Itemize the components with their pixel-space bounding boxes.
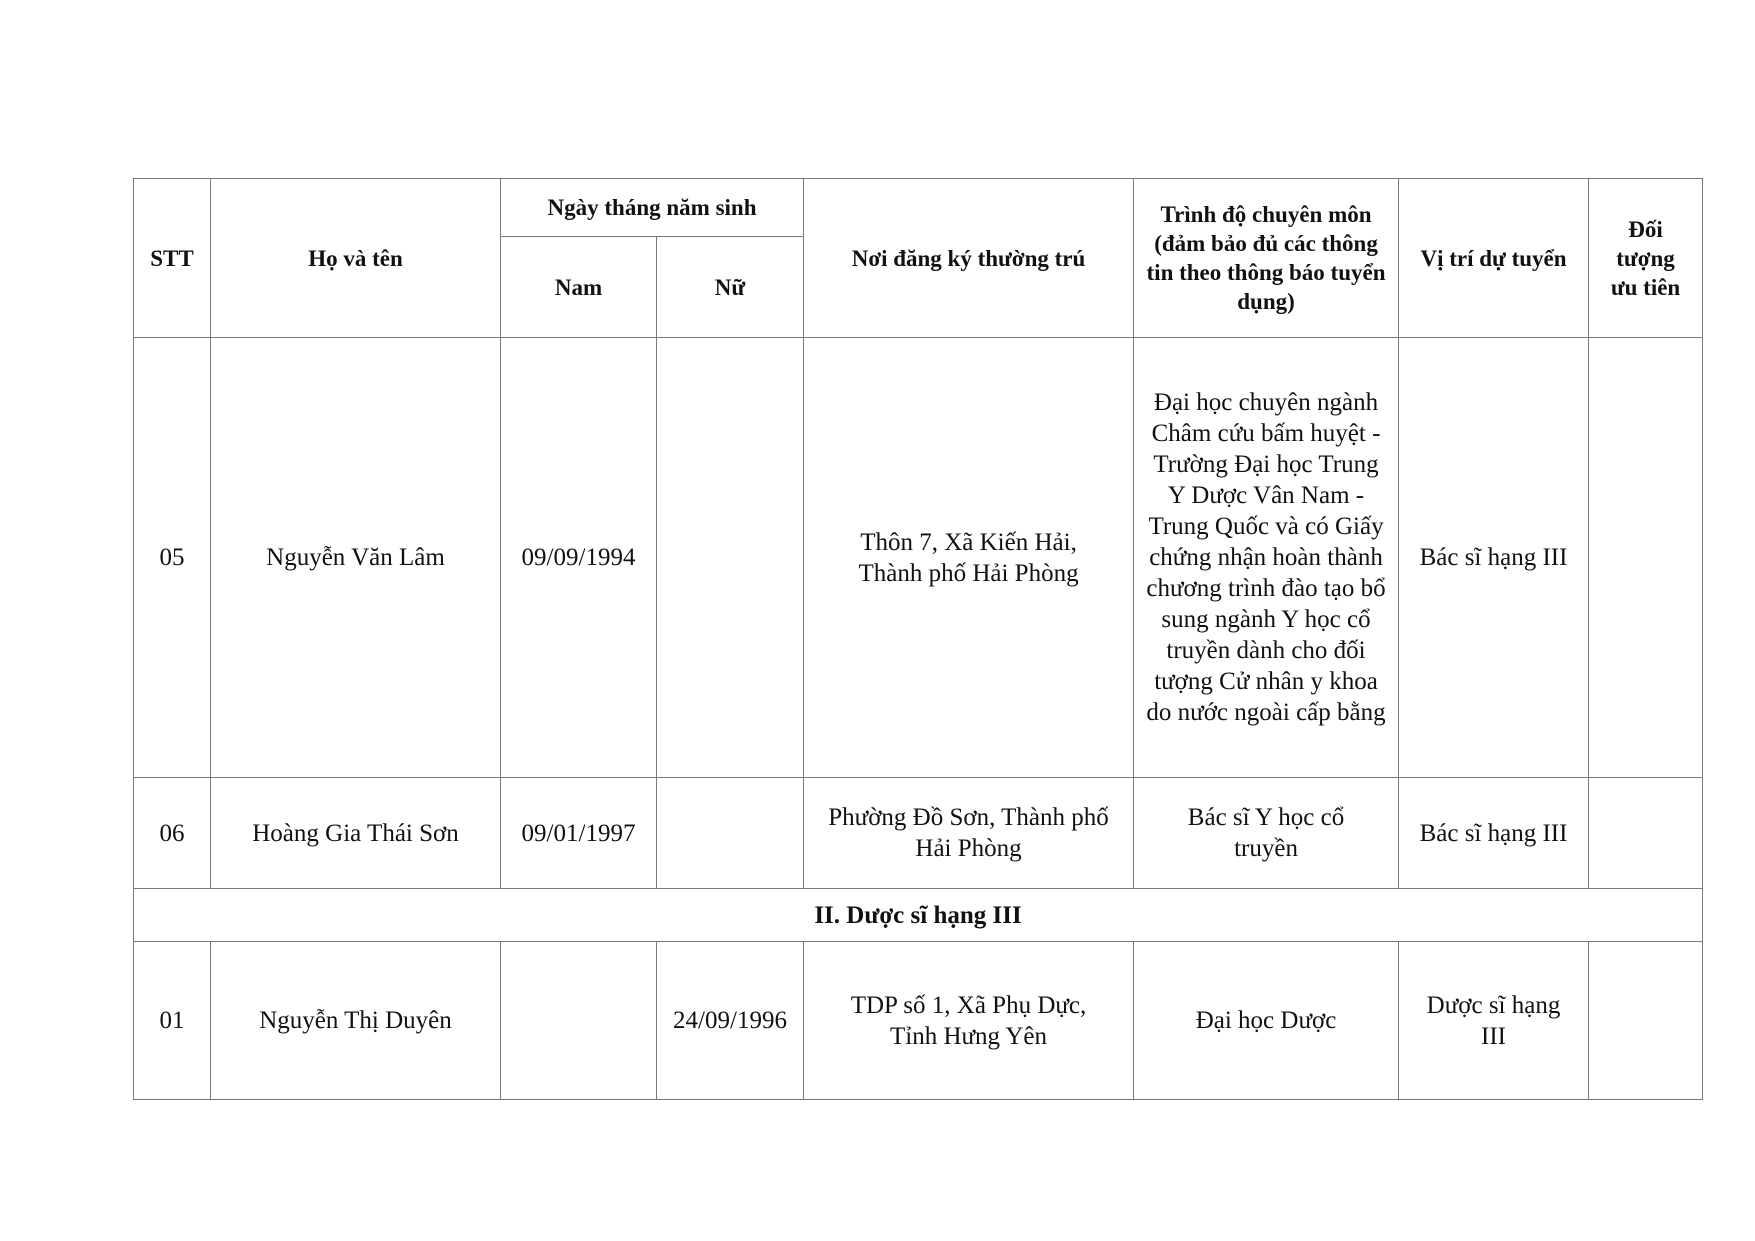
header-dob-group: Ngày tháng năm sinh: [501, 179, 804, 237]
row-priority: [1589, 778, 1703, 889]
row-qualification: Bác sĩ Y học cổ truyền: [1134, 778, 1399, 889]
row-dob-female: 24/09/1996: [657, 942, 804, 1100]
header-qualification: Trình độ chuyên môn (đảm bảo đủ các thông tin theo thông báo tuyển dụng): [1134, 179, 1399, 338]
row-position: Bác sĩ hạng III: [1399, 338, 1589, 778]
header-position: Vị trí dự tuyển: [1399, 179, 1589, 338]
header-priority: Đối tượng ưu tiên: [1589, 179, 1703, 338]
row-dob-male: [501, 942, 657, 1100]
row-dob-female: [657, 338, 804, 778]
table-row: [134, 942, 1703, 1100]
header-residence: Nơi đăng ký thường trú: [804, 179, 1134, 338]
row-residence: Thôn 7, Xã Kiến Hải, Thành phố Hải Phòng: [804, 338, 1134, 778]
header-dob-female: Nữ: [657, 237, 804, 338]
row-residence: TDP số 1, Xã Phụ Dực, Tỉnh Hưng Yên: [804, 942, 1134, 1100]
header-row-top: [134, 179, 1703, 237]
row-position: Bác sĩ hạng III: [1399, 778, 1589, 889]
row-priority: [1589, 942, 1703, 1100]
row-dob-male: 09/01/1997: [501, 778, 657, 889]
table-row: [134, 778, 1703, 889]
row-position: Dược sĩ hạng III: [1399, 942, 1589, 1100]
header-dob-male: Nam: [501, 237, 657, 338]
section-row: [134, 889, 1703, 942]
row-name: Nguyễn Văn Lâm: [211, 338, 501, 778]
row-name: Nguyễn Thị Duyên: [211, 942, 501, 1100]
section-title: II. Dược sĩ hạng III: [134, 889, 1703, 942]
row-residence: Phường Đồ Sơn, Thành phố Hải Phòng: [804, 778, 1134, 889]
header-stt: STT: [134, 179, 211, 338]
row-stt: 01: [134, 942, 211, 1100]
table-row: [134, 338, 1703, 778]
header-full-name: Họ và tên: [211, 179, 501, 338]
row-qualification: Đại học Dược: [1134, 942, 1399, 1100]
row-dob-male: 09/09/1994: [501, 338, 657, 778]
row-priority: [1589, 338, 1703, 778]
row-name: Hoàng Gia Thái Sơn: [211, 778, 501, 889]
row-stt: 05: [134, 338, 211, 778]
candidate-table: [133, 178, 1703, 1100]
row-qualification: Đại học chuyên ngành Châm cứu bấm huyệt - Trường Đại học Trung Y Dược Vân Nam - Trung Quốc và có Giấy chứng nhận hoàn thành chương trình đào tạo bổ sung ngành Y học cổ truyền dành cho đối tượng Cử nhân y khoa do nước ngoài cấp bằng: [1134, 338, 1399, 778]
row-dob-female: [657, 778, 804, 889]
row-stt: 06: [134, 778, 211, 889]
